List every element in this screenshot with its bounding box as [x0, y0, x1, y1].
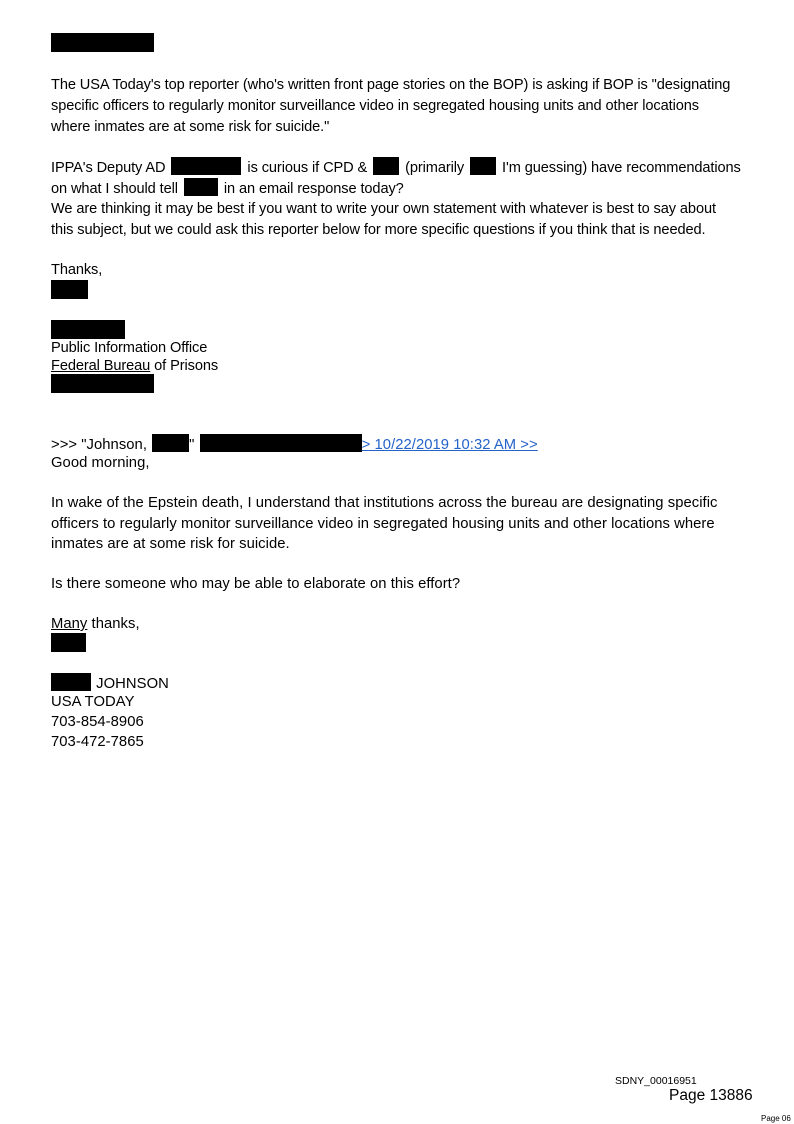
redaction-reporter-initial — [51, 633, 86, 652]
redaction-primarily-name — [470, 157, 496, 175]
thanks-rest-text: thanks, — [87, 616, 140, 632]
what-to-tell-text: on what I should tell — [51, 181, 178, 197]
email2-sig-phone2: 703-472-7865 — [51, 734, 144, 750]
email2-para1-line3: inmates are at some risk for suicide. — [51, 536, 290, 552]
redaction-cpd-partner — [373, 157, 399, 175]
email2-para1-line2: officers to regularly monitor surveillance video in segregated housing units and other locations where — [51, 516, 715, 532]
redaction-sender-name — [51, 320, 125, 339]
email2-sig-phone1: 703-854-8906 — [51, 714, 144, 730]
redaction-johnson-firstname — [152, 434, 189, 452]
email1-para2-line3: We are thinking it may be best if you want to write your own statement with whatever is best to say about — [51, 201, 716, 217]
curious-text: is curious if CPD & — [247, 160, 368, 176]
email2-para1-line1: In wake of the Epstein death, I understand that institutions across the bureau are designating specific — [51, 495, 718, 511]
redaction-reporter-firstname — [51, 673, 91, 691]
message-link[interactable]: > 10/22/2019 10:32 AM >> — [361, 437, 538, 453]
email1-para2-line1 — [51, 157, 741, 179]
email1-para2-line4: this subject, but we could ask this reporter below for more specific questions if you think that is needed. — [51, 222, 706, 238]
header-prefix-text: >>> "Johnson, — [51, 437, 147, 453]
email2-sig-org: USA TODAY — [51, 694, 135, 710]
agency-rest-text: of Prisons — [150, 358, 219, 374]
redaction-johnson-email — [200, 434, 362, 452]
reporter-lastname-text: JOHNSON — [96, 676, 169, 692]
email1-para1-line2: specific officers to regularly monitor surveillance video in segregated housing units and other locations — [51, 98, 699, 114]
redaction-sender-initial — [51, 280, 88, 299]
email1-para2-line2 — [51, 178, 404, 200]
page-small-label: Page 06 — [761, 1114, 791, 1123]
header-quote-text: " — [189, 437, 195, 453]
page-label: Page 13886 — [669, 1087, 753, 1104]
email1-para1-line3: where inmates are at some risk for suicide." — [51, 119, 330, 135]
agency-underlined-text: Federal Bureau — [51, 358, 151, 374]
redaction-sender-contact — [51, 374, 154, 393]
email-response-text: in an email response today? — [223, 181, 404, 197]
email1-para1-line1: The USA Today's top reporter (who's written front page stories on the BOP) is asking if BOP is "designating — [51, 77, 731, 93]
redaction-recipient-name — [184, 178, 218, 196]
deputy-ad-text: IPPA's Deputy AD — [51, 160, 166, 176]
email2-greeting: Good morning, — [51, 455, 150, 471]
email2-question: Is there someone who may be able to elaborate on this effort? — [51, 576, 461, 592]
redaction-deputy-name — [171, 157, 241, 175]
recommendations-text: I'm guessing) have recommendations — [502, 160, 741, 176]
primarily-text: (primarily — [405, 160, 465, 176]
email1-sig-office: Public Information Office — [51, 340, 208, 356]
many-underlined-text: Many — [51, 616, 88, 632]
bates-number: SDNY_00016951 — [615, 1075, 697, 1087]
redaction-top — [51, 33, 154, 52]
email2-thanks — [51, 614, 140, 635]
email1-thanks: Thanks, — [51, 262, 103, 278]
